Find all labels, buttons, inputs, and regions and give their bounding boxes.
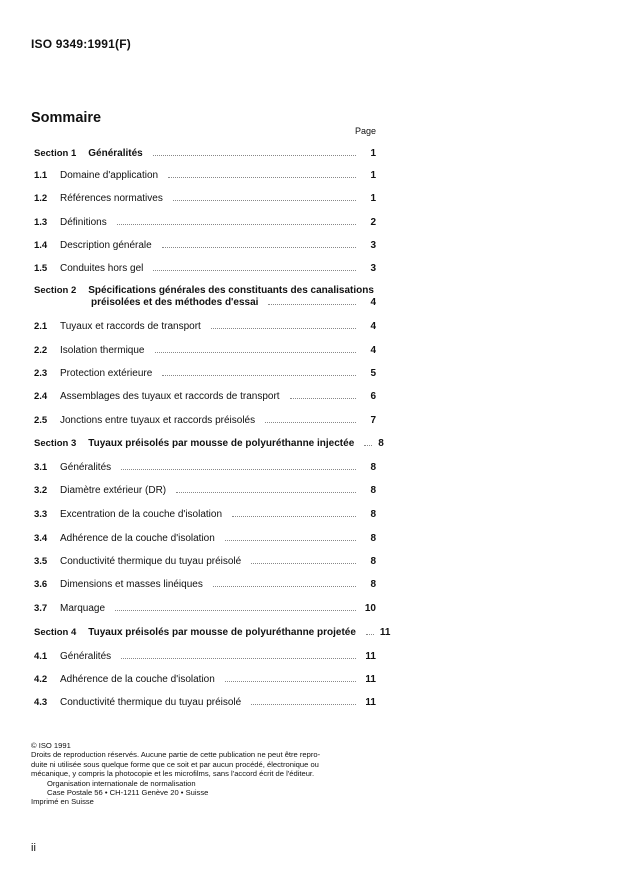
toc-leader (265, 422, 356, 423)
toc-page-number: 7 (370, 415, 376, 426)
printed-in: Imprimé en Suisse (31, 797, 94, 807)
toc-page-number: 8 (378, 438, 384, 449)
toc-entry (34, 217, 376, 228)
toc-section-entry (34, 285, 376, 308)
toc-entry-number: 3.6 (34, 579, 48, 590)
toc-section-title: Spécifications générales des constituants des canalisations (88, 285, 374, 296)
toc-entry-title: Isolation thermique (60, 345, 145, 356)
toc-leader (251, 704, 356, 705)
toc-page-number: 1 (370, 170, 376, 181)
toc-entry (34, 485, 376, 496)
toc-entry-title: Jonctions entre tuyaux et raccords préisolés (60, 415, 256, 426)
toc-page-number: 4 (370, 345, 376, 356)
toc-entry-title: Dimensions et masses linéiques (60, 579, 203, 590)
toc-section-title: Tuyaux préisolés par mousse de polyuréthanne injectée (88, 438, 355, 449)
toc-section-label: Section 1 (34, 148, 77, 159)
toc-entry-title: Conductivité thermique du tuyau préisolé (60, 556, 242, 567)
toc-leader (366, 634, 374, 635)
toc-entry-title: Adhérence de la couche d'isolation (60, 674, 215, 685)
toc-entry-number: 2.5 (34, 415, 48, 426)
toc-entry-number: 3.7 (34, 603, 48, 614)
toc-entry (34, 263, 376, 274)
toc-entry-number: 4.3 (34, 697, 48, 708)
toc-page-number: 11 (365, 697, 376, 708)
toc-leader (162, 247, 356, 248)
organization-address: Case Postale 56 • CH-1211 Genève 20 • Suisse (47, 788, 209, 798)
toc-page-number: 11 (365, 651, 376, 662)
toc-entry-title: Assemblages des tuyaux et raccords de transport (60, 391, 280, 402)
toc-page-number: 4 (370, 297, 376, 308)
toc-page-number: 10 (364, 603, 376, 614)
toc-page-number: 3 (370, 240, 376, 251)
toc-leader (162, 375, 356, 376)
toc-section-label: Section 4 (34, 627, 77, 638)
toc-entry (34, 579, 376, 590)
toc-entry-title: Excentration de la couche d'isolation (60, 509, 223, 520)
toc-leader (173, 200, 356, 201)
rights-text: mécanique, y compris la photocopie et les microfilms, sans l'accord écrit de l'éditeur. (31, 769, 315, 779)
toc-entry (34, 509, 376, 520)
toc-page-number: 3 (370, 263, 376, 274)
toc-leader (153, 270, 356, 271)
toc-page-number: 11 (379, 627, 391, 638)
toc-entry-number: 4.1 (34, 651, 48, 662)
toc-page-number: 4 (370, 321, 376, 332)
toc-entry-number: 3.5 (34, 556, 48, 567)
toc-page-number: 6 (370, 391, 376, 402)
toc-page-number: 8 (370, 485, 376, 496)
toc-entry-title: Description générale (60, 240, 152, 251)
toc-entry-title: Définitions (60, 217, 107, 228)
toc-entry-number: 2.1 (34, 321, 48, 332)
toc-entry (34, 651, 376, 662)
toc-entry-title: Adhérence de la couche d'isolation (60, 533, 215, 544)
toc-leader (168, 177, 356, 178)
toc-page-number: 11 (365, 674, 376, 685)
toc-leader (213, 586, 356, 587)
toc-entry-number: 3.4 (34, 533, 48, 544)
toc-leader (115, 610, 356, 611)
toc-leader (225, 540, 356, 541)
toc-leader (117, 224, 356, 225)
toc-entry-title: Généralités (60, 462, 112, 473)
page-number: ii (31, 842, 36, 854)
toc-entry-number: 2.4 (34, 391, 48, 402)
toc-entry (34, 240, 376, 251)
toc-leader (121, 658, 356, 659)
toc-entry (34, 345, 376, 356)
toc-entry-number: 3.2 (34, 485, 48, 496)
toc-entry-number: 2.2 (34, 345, 48, 356)
toc-page-number: 1 (370, 148, 376, 159)
toc-entry (34, 674, 376, 685)
toc-entry (34, 193, 376, 204)
copyright-line: © ISO 1991 (31, 741, 71, 750)
toc-entry (34, 170, 376, 181)
toc-entry (34, 533, 376, 544)
toc-entry-number: 1.2 (34, 193, 48, 204)
toc-leader (155, 352, 357, 353)
toc-page-number: 1 (370, 193, 376, 204)
toc-section-entry (34, 148, 376, 159)
toc-section-title-continued: préisolées et des méthodes d'essai (91, 297, 259, 308)
toc-entry-number: 4.2 (34, 674, 48, 685)
rights-text: Droits de reproduction réservés. Aucune partie de cette publication ne peut être repro- (31, 750, 321, 760)
toc-entry-title: Références normatives (60, 193, 163, 204)
toc-page-number: 8 (370, 556, 376, 567)
toc-leader (225, 681, 356, 682)
organization-name: Organisation internationale de normalisation (47, 778, 196, 788)
toc-leader (232, 516, 356, 517)
toc-page-number: 8 (370, 533, 376, 544)
toc-entry-number: 1.3 (34, 217, 48, 228)
toc-leader (211, 328, 356, 329)
toc-entry (34, 556, 376, 567)
toc-entry (34, 462, 376, 473)
toc-entry-title: Généralités (60, 651, 112, 662)
toc-entry-title: Marquage (60, 603, 106, 614)
toc-leader (176, 492, 356, 493)
toc-section-label: Section 3 (34, 438, 77, 449)
rights-text: duite ni utilisée sous quelque forme que ce soit et par aucun procédé, électronique ou (31, 759, 319, 769)
toc-entry-number: 3.3 (34, 509, 48, 520)
document-header: ISO 9349:1991(F) (31, 37, 131, 51)
toc-entry-title: Protection extérieure (60, 368, 153, 379)
toc-leader (251, 563, 356, 564)
copyright-notice (31, 741, 381, 807)
toc-section-title: Tuyaux préisolés par mousse de polyuréthanne projetée (88, 627, 356, 638)
toc-leader (364, 445, 372, 446)
toc-page-number: 8 (370, 509, 376, 520)
toc-entry (34, 697, 376, 708)
page-column-label: Page (355, 126, 377, 136)
toc-entry (34, 368, 376, 379)
toc-section-label: Section 2 (34, 285, 77, 296)
toc-entry-title: Domaine d'application (60, 170, 159, 181)
toc-page-number: 8 (370, 462, 376, 473)
toc-page-number: 8 (370, 579, 376, 590)
toc-page-number: 2 (370, 217, 376, 228)
toc-leader (153, 155, 356, 156)
toc-leader (290, 398, 356, 399)
toc-entry-number: 3.1 (34, 462, 48, 473)
toc-entry (34, 391, 376, 402)
toc-entry-title: Conductivité thermique du tuyau préisolé (60, 697, 242, 708)
toc-entry-number: 1.1 (34, 170, 48, 181)
toc-page-number: 5 (370, 368, 376, 379)
toc-entry-number: 1.4 (34, 240, 48, 251)
page-title: Sommaire (31, 110, 102, 126)
toc-leader (268, 304, 356, 305)
toc-entry-number: 1.5 (34, 263, 48, 274)
toc-entry (34, 603, 376, 614)
toc-entry-title: Tuyaux et raccords de transport (60, 321, 201, 332)
toc-section-title: Généralités (88, 148, 143, 159)
toc-entry (34, 321, 376, 332)
toc-section-entry (34, 627, 391, 638)
toc-entry-title: Diamètre extérieur (DR) (60, 485, 167, 496)
toc-entry (34, 415, 376, 426)
toc-section-entry (34, 438, 384, 449)
toc-leader (121, 469, 356, 470)
toc-entry-title: Conduites hors gel (60, 263, 144, 274)
toc-entry-number: 2.3 (34, 368, 48, 379)
